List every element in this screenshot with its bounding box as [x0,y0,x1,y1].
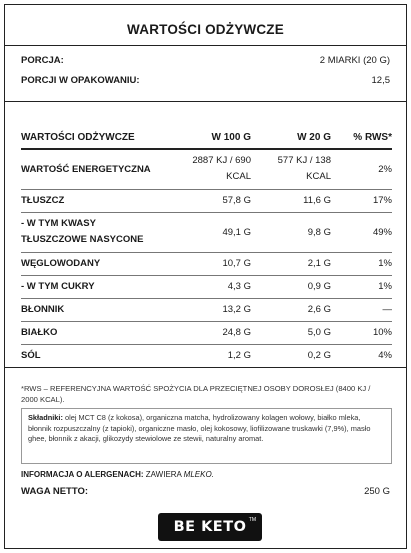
serving-label: PORCJA: [21,55,64,66]
value-per-20g: 0,9 G [251,275,331,298]
divider [5,367,406,368]
value-rws: 2% [331,149,392,189]
net-weight-row [21,486,390,497]
value-per-20g: 577 KJ / 138 [277,155,331,167]
allergen-info [21,470,214,479]
table-row [21,298,392,321]
value-per-100g: 1,2 G [227,350,251,362]
nutrition-table [21,127,392,367]
divider [5,101,406,102]
value-per-100g: 24,8 G [171,321,251,344]
value-per-100g: 57,8 G [171,189,251,212]
table-row [21,189,392,212]
value-per-100g: 10,7 G [171,252,251,275]
table-row [21,252,392,275]
nutrient-name: - W TYM KWASY [21,218,96,229]
value-rws: — [331,298,392,321]
table-row [21,212,392,252]
value-rws: 1% [331,252,392,275]
label-title: WARTOŚCI ODŻYWCZE [127,22,284,37]
logo-text: BE KETO [173,519,247,535]
value-rws: 49% [331,212,392,252]
nutrient-name: BIAŁKO [21,321,171,344]
header-nutrient: WARTOŚCI ODŻYWCZE [21,127,171,149]
value-per-20g: 0,2 G [307,350,331,362]
value-per-20g: 2,6 G [251,298,331,321]
nutrient-name: TŁUSZCZ [21,189,171,212]
nutrient-name: BŁONNIK [21,298,171,321]
ingredients-box [21,408,392,464]
nutrient-name-cont: TŁUSZCZOWE NASYCONE [21,234,144,245]
value-per-100g: 49,1 G [171,212,251,252]
serving-value: 2 MIARKI (20 G) [319,55,390,66]
servings-per-package-label: PORCJI W OPAKOWANIU: [21,75,140,86]
allergen-label: INFORMACJA O ALERGENACH: [21,470,144,479]
nutrient-name: - W TYM CUKRY [21,275,171,298]
net-weight-label: WAGA NETTO: [21,486,89,497]
value-per-20g: 2,1 G [251,252,331,275]
table-header-row [21,127,392,149]
value-per-100g: 13,2 G [171,298,251,321]
value-rws: 17% [331,189,392,212]
header-per-20g: W 20 G [251,127,331,149]
trademark-mark: TM [248,517,256,523]
nutrient-name: WARTOŚĆ ENERGETYCZNA [21,149,171,189]
net-weight-value: 250 G [364,486,390,497]
ingredients-label: Składniki: [28,413,63,422]
value-per-20g-unit: KCAL [306,171,331,183]
value-per-100g-unit: KCAL [226,171,251,183]
value-rws: 10% [331,321,392,344]
value-per-100g: 4,3 G [171,275,251,298]
value-rws: 4% [378,350,392,362]
header-rws: % RWS* [331,127,392,149]
table-row [21,149,392,189]
nutrient-name: WĘGLOWODANY [21,252,171,275]
serving-row [21,55,390,66]
value-per-20g: 11,6 G [251,189,331,212]
value-per-20g: 5,0 G [251,321,331,344]
table-row [21,275,392,298]
header-per-100g: W 100 G [171,127,251,149]
value-rws: 1% [331,275,392,298]
ingredients-text: olej MCT C8 (z kokosa), organiczna matcha, hydrolizowany kolagen wołowy, białko mleka, błonnik rozpuszczalny (z tapioki), organiczne masło, olej kokosowy, liofilizowane truskawki (7,9%), masło ghee, błonnik z akacji, glikozydy stewiolowe ze stewii, naturalny aromat. [28,413,371,444]
divider [5,45,406,46]
table-row [21,321,392,344]
allergen-value: ZAWIERA [143,470,184,479]
servings-per-package-row [21,75,390,86]
value-per-20g: 9,8 G [251,212,331,252]
nutrient-name: SÓL [21,350,41,362]
nutrition-label [4,4,407,549]
be-keto-logo [158,513,262,541]
value-per-100g: 2887 KJ / 690 [192,155,251,167]
table-row [21,344,392,367]
rws-footnote: *RWS – REFERENCYJNA WARTOŚĆ SPOŻYCIA DLA PRZECIĘTNEJ OSOBY DOROSŁEJ (8400 KJ / 2000 KCAL). [21,384,371,404]
servings-per-package-value: 12,5 [371,75,390,86]
allergen-emphasis: MLEKO. [183,470,214,479]
